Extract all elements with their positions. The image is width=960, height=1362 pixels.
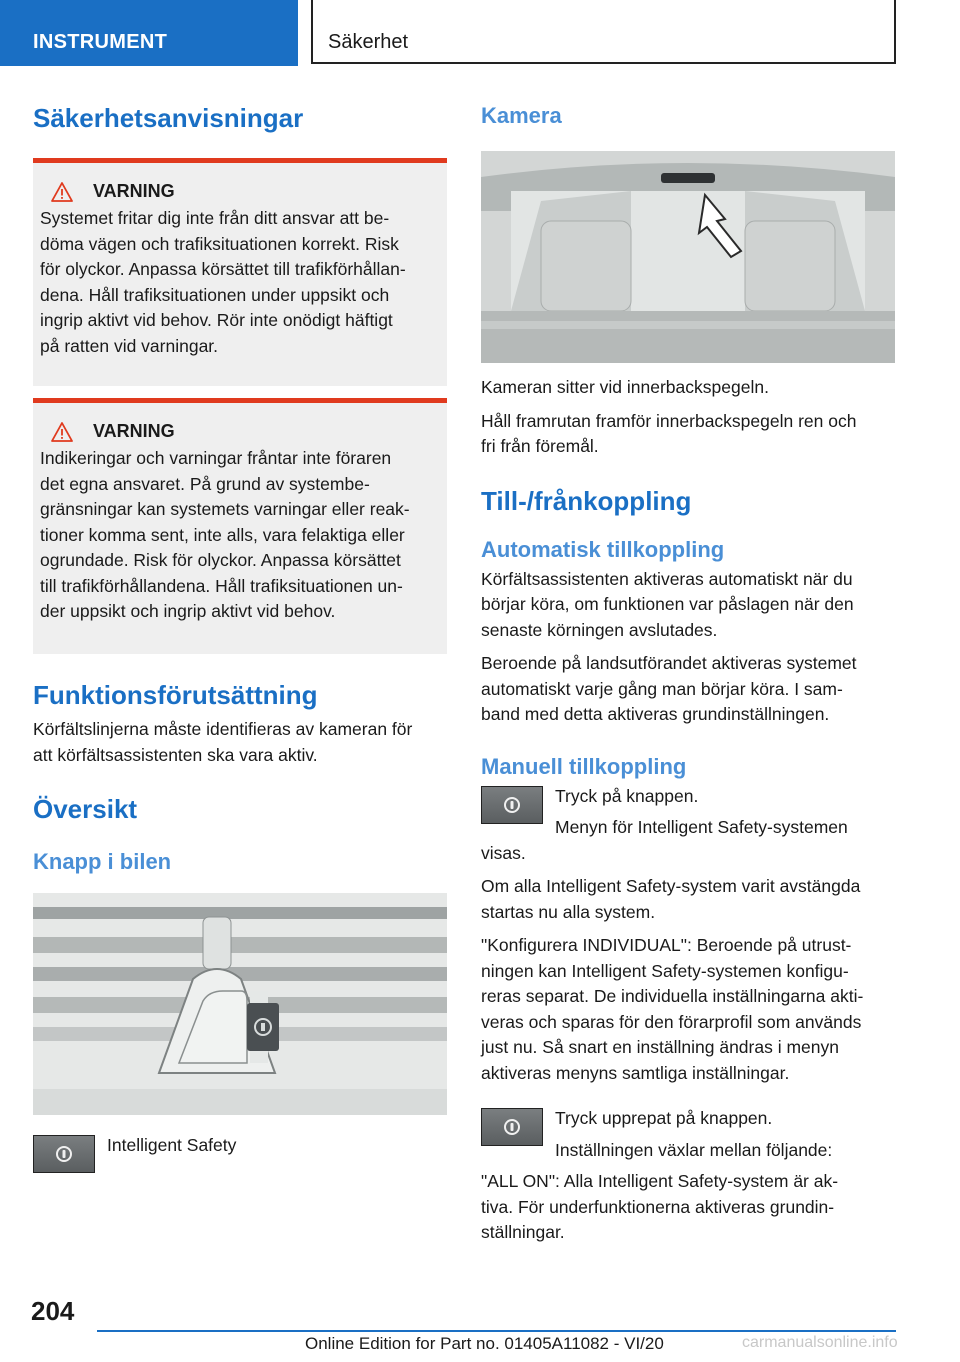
warning-text-line: döma vägen och trafiksituationen korrekt. Risk bbox=[40, 233, 399, 254]
warning-title bbox=[40, 421, 439, 442]
warning-text-line: ingrip aktivt vid behov. Rör inte onödigt häftigt bbox=[40, 310, 393, 330]
body-line: Beroende på landsutförandet aktiveras systemet bbox=[481, 653, 857, 673]
body-line: startas nu alla system. bbox=[481, 901, 656, 922]
step-line: Menyn för Intelligent Safety-systemen bbox=[555, 817, 848, 837]
intelligent-safety-icon bbox=[481, 786, 543, 824]
warning-box-1 bbox=[33, 158, 447, 386]
body-line: tiva. För underfunktionerna aktiveras grundin- bbox=[481, 1196, 835, 1217]
warning-label: VARNING bbox=[93, 421, 175, 441]
warning-text-line: på ratten vid varningar. bbox=[40, 335, 219, 356]
prereq-heading: Funktionsförutsättning bbox=[33, 680, 318, 710]
icon-legend-row bbox=[33, 1133, 447, 1173]
button-heading: Knapp i bilen bbox=[33, 849, 172, 874]
camera-photo bbox=[481, 151, 895, 363]
warning-triangle-icon bbox=[51, 182, 73, 202]
body-line: senaste körningen avslutades. bbox=[481, 619, 718, 640]
warning-label: VARNING bbox=[93, 181, 175, 201]
button-photo bbox=[33, 893, 447, 1115]
page-header bbox=[0, 0, 960, 66]
step-line: Tryck på knappen. bbox=[555, 785, 699, 806]
manual-step-2 bbox=[481, 1106, 895, 1163]
page-title: Säkerhetsanvisningar bbox=[33, 103, 304, 133]
manual-heading: Manuell tillkoppling bbox=[481, 753, 687, 779]
warning-text-line: för olyckor. Anpassa körsättet till trafikförhållan- bbox=[40, 259, 406, 279]
warning-text-line: det egna ansvaret. På grund av systembe- bbox=[40, 473, 370, 494]
warning-box-2 bbox=[33, 398, 447, 654]
warning-text-line: ogrundade. Risk för olyckor. Anpassa körsättet bbox=[40, 550, 401, 570]
body-line: band med detta aktiveras grundinställningen. bbox=[481, 704, 830, 724]
step-line: Inställningen växlar mellan följande: bbox=[555, 1139, 833, 1160]
body-line: "Konfigurera INDIVIDUAL": Beroende på utrust- bbox=[481, 935, 852, 955]
edition-text: Online Edition for Part no. 01405A11082 - VI/20 bbox=[305, 1334, 664, 1353]
manual-step-text bbox=[555, 784, 848, 841]
body-line: reras separat. De individuella inställningarna akti- bbox=[481, 986, 864, 1006]
manual-step-text bbox=[555, 1106, 832, 1163]
body-line: ställningar. bbox=[481, 1222, 565, 1242]
body-line: Håll framrutan framför innerbackspegeln ren och bbox=[481, 410, 857, 431]
body-line: veras och sparas för den förarprofil som används bbox=[481, 1011, 862, 1032]
car-interior-illustration bbox=[481, 151, 895, 363]
chapter-tab: Säkerhet bbox=[311, 0, 896, 64]
intelligent-safety-icon bbox=[33, 1135, 95, 1173]
body-line: fri från föremål. bbox=[481, 436, 599, 456]
warning-text-line: dena. Håll trafiksituationen under uppsikt och bbox=[40, 284, 390, 305]
manual-step-1 bbox=[481, 784, 895, 841]
warning-title bbox=[40, 181, 439, 202]
body-line: just nu. Så snart en inställning ändras i menyn bbox=[481, 1037, 839, 1057]
page-number: 204 bbox=[31, 1296, 75, 1326]
warning-text-line: till trafikförhållandena. Håll trafiksituationen un- bbox=[40, 575, 403, 596]
body-line: "ALL ON": Alla Intelligent Safety-system är ak- bbox=[481, 1171, 839, 1191]
warning-text-line: gränsningar kan systemets varningar eller reak- bbox=[40, 499, 410, 519]
overview-heading: Översikt bbox=[33, 794, 138, 824]
body-line: Om alla Intelligent Safety-system varit avstängda bbox=[481, 876, 861, 896]
grille-illustration bbox=[33, 893, 447, 1115]
auto-heading: Automatisk tillkoppling bbox=[481, 536, 725, 562]
watermark: carmanualsonline.info bbox=[742, 1334, 898, 1351]
body-line: aktiveras menyns samtliga inställningar. bbox=[481, 1062, 790, 1083]
body-line: visas. bbox=[481, 842, 526, 863]
warning-text-line: der uppsikt och ingrip aktivt vid behov. bbox=[40, 601, 336, 621]
warning-text-line: Systemet fritar dig inte från ditt ansvar att be- bbox=[40, 208, 390, 228]
icon-label: Intelligent Safety bbox=[107, 1135, 237, 1155]
warning-text-line: Indikeringar och varningar fråntar inte föraren bbox=[40, 448, 392, 468]
body-line: automatiskt varje gång man börjar köra. I sam- bbox=[481, 678, 843, 699]
onoff-heading: Till-/frånkoppling bbox=[481, 485, 692, 516]
right-column bbox=[481, 95, 895, 1246]
body-line: Körfältsassistenten aktiveras automatiskt när du bbox=[481, 568, 853, 589]
intelligent-safety-icon bbox=[481, 1108, 543, 1146]
body-line: att körfältsassistenten ska vara aktiv. bbox=[33, 744, 318, 765]
warning-text-line: tioner komma sent, inte alls, vara felaktiga eller bbox=[40, 524, 405, 545]
left-column bbox=[33, 95, 447, 1173]
step-line: Tryck upprepat på knappen. bbox=[555, 1108, 773, 1128]
body-line: börjar köra, om funktionen var påslagen när den bbox=[481, 594, 854, 614]
body-line: Kameran sitter vid innerbackspegeln. bbox=[481, 377, 769, 397]
warning-triangle-icon bbox=[51, 422, 73, 442]
section-tab: INSTRUMENT bbox=[0, 0, 298, 66]
body-line: ningen kan Intelligent Safety-systemen konfigu- bbox=[481, 960, 849, 981]
footer-divider bbox=[97, 1330, 896, 1332]
body-line: Körfältslinjerna måste identifieras av kameran för bbox=[33, 719, 413, 739]
camera-heading: Kamera bbox=[481, 103, 562, 128]
